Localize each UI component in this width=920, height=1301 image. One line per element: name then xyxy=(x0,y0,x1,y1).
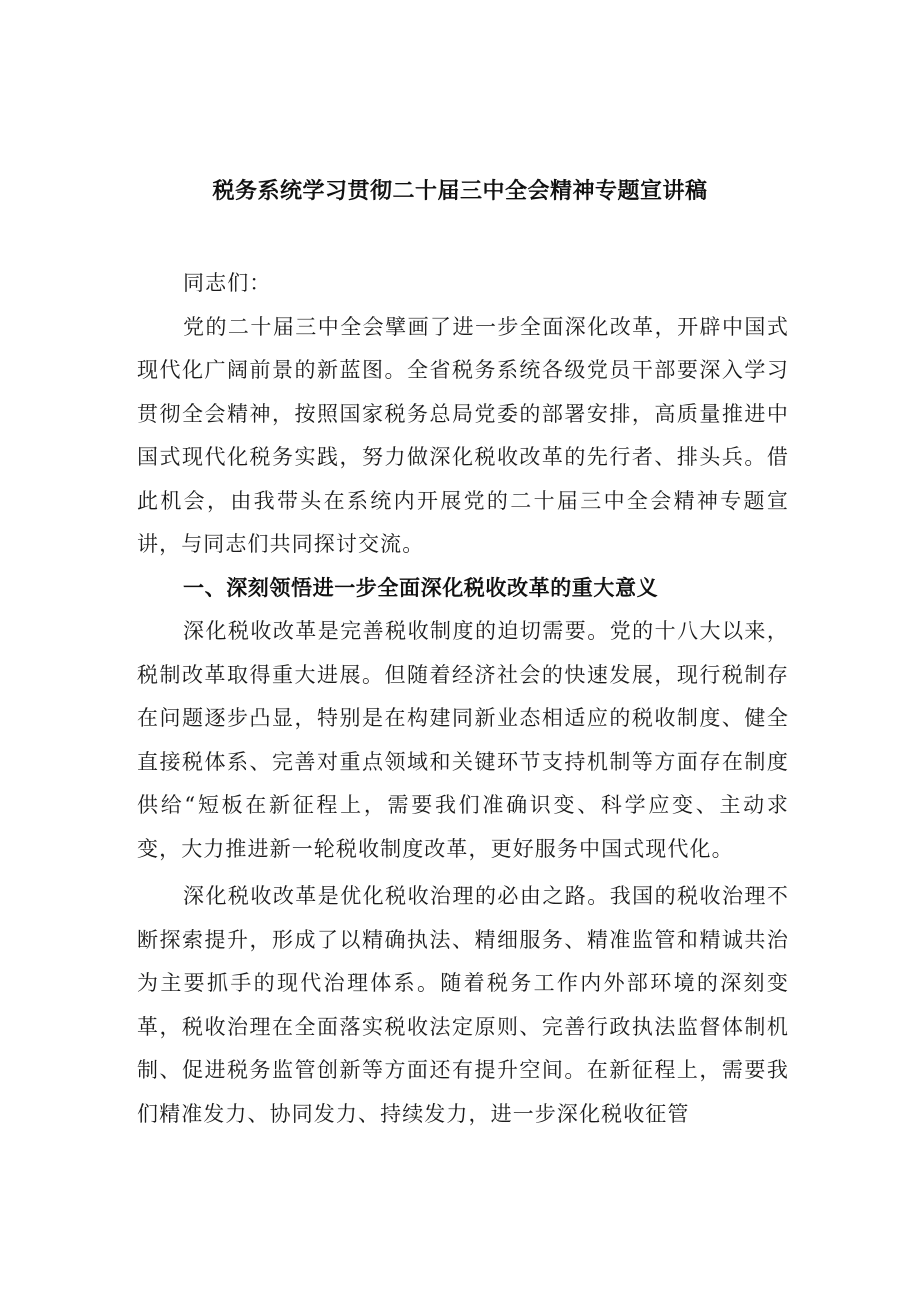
body-paragraph-1: 深化税收改革是完善税收制度的迫切需要。党的十八大以来，税制改革取得重大进展。但随着经济社会的快速发展，现行税制存在问题逐步凸显，特别是在构建同新业态相适应的税收制度、健全直接税体系、完善对重点领域和关键环节支持机制等方面存在制度供给“短板在新征程上，需要我们准确识变、科学应变、主动求变，大力推进新一轮税收制度改革，更好服务中国式现代化。 xyxy=(137,619,789,861)
section-heading-1: 一、深刻领悟进一步全面深化税收改革的重大意义 xyxy=(183,575,659,600)
document-body xyxy=(137,262,789,1136)
body-paragraph-2: 深化税收改革是优化税收治理的必由之路。我国的税收治理不断探索提升，形成了以精确执法、精细服务、精准监管和精诚共治为主要抓手的现代治理体系。随着税务工作内外部环境的深刻变革，税收治理在全面落实税收法定原则、完善行政执法监督体制机制、促进税务监管创新等方面还有提升空间。在新征程上，需要我们精准发力、协同发力、持续发力，进一步深化税收征管 xyxy=(137,884,789,1126)
document-title: 税务系统学习贯彻二十届三中全会精神专题宣讲稿 xyxy=(212,179,708,204)
intro-paragraph: 党的二十届三中全会擘画了进一步全面深化改革，开辟中国式现代化广阔前景的新蓝图。全省税务系统各级党员干部要深入学习贯彻全会精神，按照国家税务总局党委的部署安排，高质量推进中国式现代化税务实践，努力做深化税收改革的先行者、排头兵。借此机会，由我带头在系统内开展党的二十届三中全会精神专题宣讲，与同志们共同探讨交流。 xyxy=(137,314,789,556)
salutation: 同志们： xyxy=(183,271,272,295)
